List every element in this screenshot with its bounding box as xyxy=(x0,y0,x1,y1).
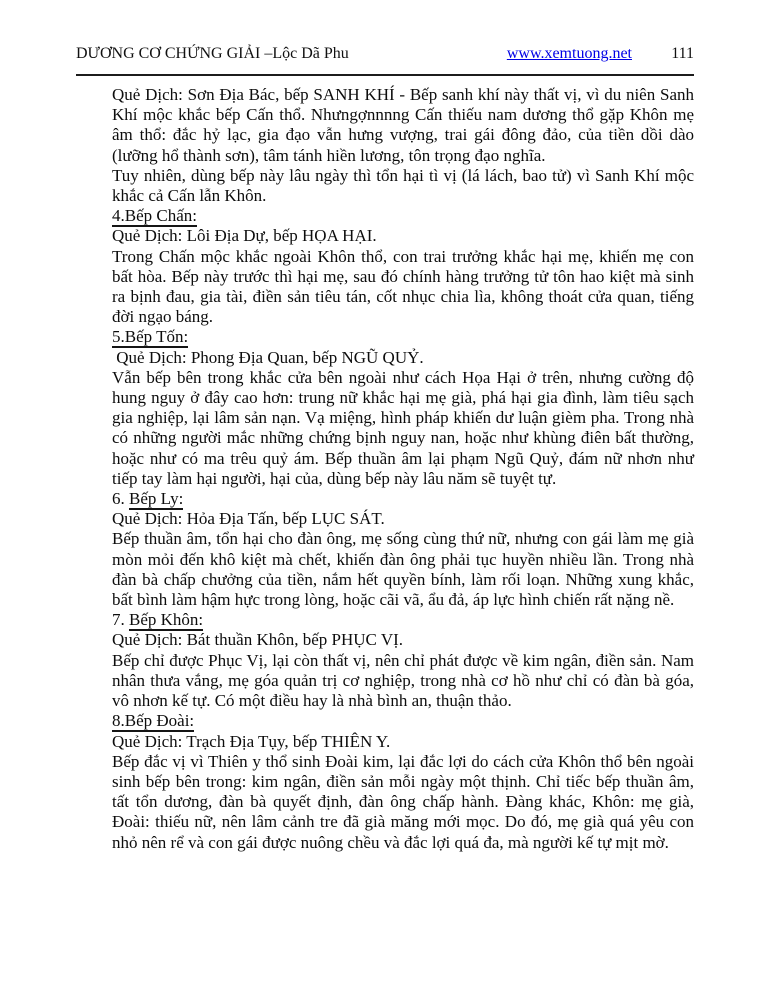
paragraph: Quẻ Dịch: Lôi Địa Dự, bếp HỌA HẠI. xyxy=(112,226,377,246)
heading-label: 5.Bếp Tốn: xyxy=(112,327,189,347)
page-number: 111 xyxy=(671,45,694,62)
paragraph: Bếp chỉ được Phục Vị, lại còn thất vị, nên chỉ phát được về kim ngân, điền sản. Nam nhân thưa vắng, mẹ góa quản trị cơ nghiệp, trong nhà cơ hồ như chỉ có đàn bà góa, vô nhơn kế tự. Có một điều hay là nhà bình an, thuận thảo. xyxy=(112,650,694,711)
section-heading xyxy=(112,489,694,509)
heading-label: 8.Bếp Đoài: xyxy=(112,711,195,731)
section-heading xyxy=(112,610,694,630)
heading-label: Bếp Khôn: xyxy=(129,610,204,630)
header-rule xyxy=(76,74,694,76)
document-body xyxy=(112,85,694,853)
header-link[interactable]: www.xemtuong.net xyxy=(506,45,632,62)
section-heading xyxy=(112,327,694,347)
heading-label: 4.Bếp Chấn: xyxy=(112,206,197,226)
paragraph: Quẻ Dịch: Trạch Địa Tụy, bếp THIÊN Y. xyxy=(112,731,391,751)
paragraph: Trong Chấn mộc khắc ngoài Khôn thổ, con trai trưởng khắc hại mẹ, khiến mẹ con bất hòa. Bếp này trước thì hại mẹ, sau đó chính hàng trưởng tử tôn hao kiệt mà sinh ra bịnh đau, gia tài, điền sản tiêu tán, cốt nhục chia lìa, không thoát cửa quan, tiếng đời ngạo báng. xyxy=(112,246,694,327)
heading-prefix: 7. xyxy=(112,610,129,630)
paragraph: Quẻ Dịch: Phong Địa Quan, bếp NGŨ QUỶ. xyxy=(112,347,424,367)
paragraph: Quẻ Dịch: Hỏa Địa Tấn, bếp LỤC SÁT. xyxy=(112,509,385,529)
paragraph: Tuy nhiên, dùng bếp này lâu ngày thì tổn hại tì vị (lá lách, bao tử) vì Sanh Khí mộc khắc cả Cấn lẫn Khôn. xyxy=(112,165,694,206)
paragraph: Quẻ Dịch: Sơn Địa Bác, bếp SANH KHÍ - Bếp sanh khí này thất vị, vì du niên Sanh Khí mộc khắc bếp Cấn thổ. Nhưngợnnnng Cấn thiếu nam dương thổ gặp Khôn mẹ âm thổ: đắc hỷ lạc, gia đạo vẫn hưng vượng, trai gái đông đảo, của tiền dồi dào (lưỡng hổ thành sơn), tâm tánh hiền lương, tôn trọng đạo nghĩa. xyxy=(112,85,694,165)
paragraph: Quẻ Dịch: Bát thuần Khôn, bếp PHỤC VỊ. xyxy=(112,630,404,650)
heading-label: Bếp Ly: xyxy=(129,489,184,509)
paragraph: Bếp thuần âm, tổn hại cho đàn ông, mẹ sống cùng thứ nữ, nhưng con gái làm mẹ già mòn mỏi đến khô kiệt mà chết, khiến đàn ông phải tục huyền nhiều lần. Trong nhà đàn bà chấp chưởng của tiền, nắm hết quyền bính, làm rối loạn. Những xung khắc, bất bình làm hậm hực trong lòng, hoặc cãi vã, ẩu đả, áp lực hình chiến rất nặng nề. xyxy=(112,529,694,610)
section-heading xyxy=(112,206,694,226)
section-heading xyxy=(112,711,694,731)
heading-prefix: 6. xyxy=(112,489,129,509)
header-title: DƯƠNG CƠ CHỨNG GIẢI –Lộc Dã Phu xyxy=(76,45,349,62)
paragraph: Vẫn bếp bên trong khắc cửa bên ngoài như cách Họa Hại ở trên, nhưng cường độ hung nguy ở đây cao hơn: trung nữ khắc hại mẹ già, phá hại gia đình, làm tiêu sạch gia nghiệp, lại lâm sản nạn. Vạ miệng, hình pháp khiến dư luận gièm pha. Trong nhà có những người mắc những chứng bịnh nguy nan, hoặc như khùng điên bất thường, hoặc như có ma trêu quỷ ám. Bếp thuần âm lại phạm Ngũ Quỷ, đám nữ nhơn như tiếp tay làm hại người, hại của, dùng bếp này lâu năm sẽ tuyệt tự. xyxy=(112,367,694,488)
page-header xyxy=(76,44,694,63)
paragraph: Bếp đắc vị vì Thiên y thổ sinh Đoài kim, lại đắc lợi do cách cửa Khôn thổ bên ngoài sinh bếp bên trong: kim ngân, điền sản mỗi ngày một thịnh. Chỉ tiếc bếp thuần âm, tất tổn dương, đàn bà quyết định, đàn ông chấp hành. Đàng khác, Khôn: mẹ già, Đoài: thiếu nữ, nên lâm cảnh tre đã già măng mới mọc. Do đó, mẹ già quá yêu con nhỏ nên rể và con gái được nuông chều và đắc lợi quá đa, mà người kế tự mịt mờ. xyxy=(112,751,694,852)
